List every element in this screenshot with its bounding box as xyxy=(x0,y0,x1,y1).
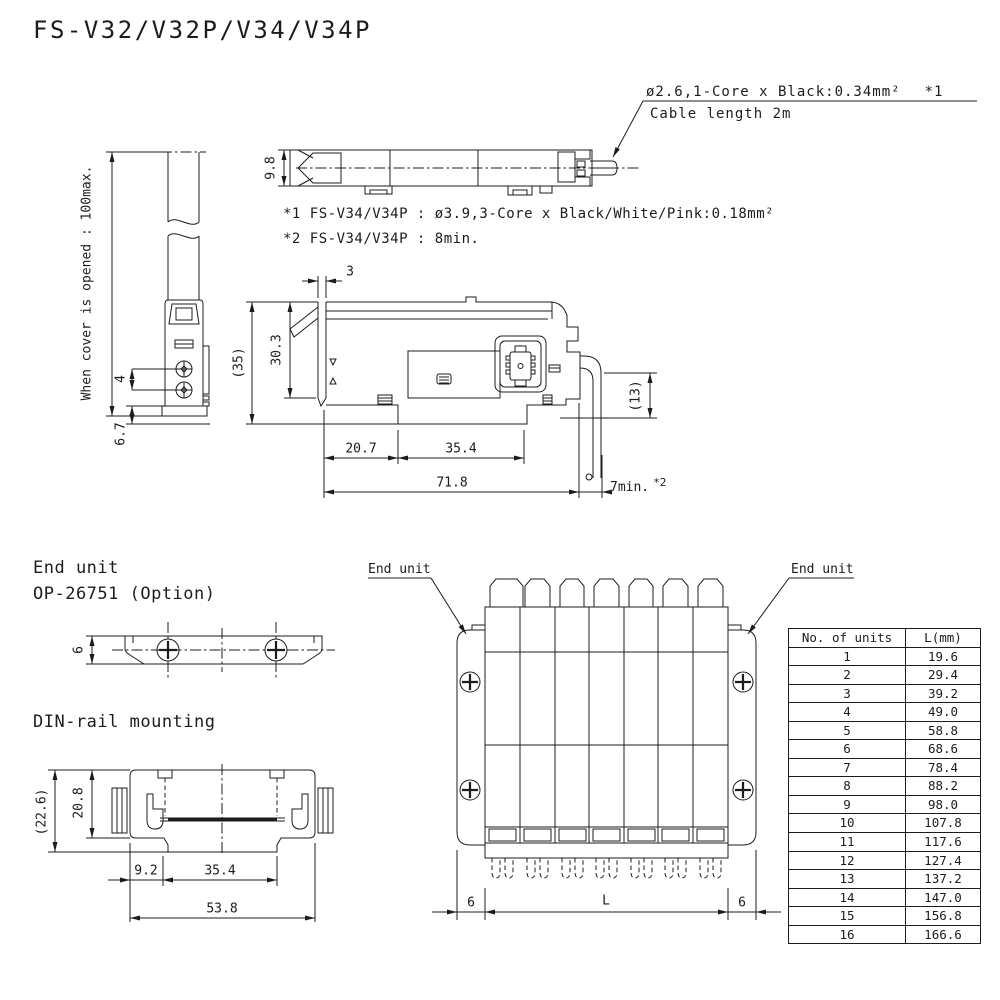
table-row xyxy=(789,703,981,722)
table-row xyxy=(789,907,981,926)
cable-spec-note xyxy=(646,84,943,100)
table-header-length: L(mm) xyxy=(906,629,981,648)
table-row xyxy=(789,647,981,666)
dim-gang-L: L xyxy=(602,893,610,909)
table-cell: 156.8 xyxy=(906,907,981,926)
cable-length-note: Cable length 2m xyxy=(650,106,792,122)
dim-53-8: 53.8 xyxy=(206,901,238,917)
table-cell: 12 xyxy=(789,851,906,870)
end-unit-drawing xyxy=(86,622,335,678)
footnote-1: *1 FS-V34/V34P : ø3.9,3-Core x Black/White/Pink:0.18mm² xyxy=(283,206,775,222)
cable-spec-ref: *1 xyxy=(924,84,944,100)
dim-7min xyxy=(610,476,666,495)
din-rail-drawing xyxy=(48,764,333,922)
open-cover-note: When cover is opened : 100max. xyxy=(79,165,95,401)
dim-9-8: 9.8 xyxy=(263,156,279,180)
dim-din-35-4: 35.4 xyxy=(204,863,236,879)
dim-gang-6-right: 6 xyxy=(738,895,746,911)
table-cell: 39.2 xyxy=(906,684,981,703)
dim-35-4: 35.4 xyxy=(445,441,477,457)
dim-7min-ref: *2 xyxy=(653,476,667,489)
table-cell: 68.6 xyxy=(906,740,981,759)
table-cell: 166.6 xyxy=(906,925,981,944)
table-cell: 137.2 xyxy=(906,870,981,889)
side-view-drawing xyxy=(246,276,657,498)
top-view-drawing xyxy=(278,101,977,195)
table-cell: 49.0 xyxy=(906,703,981,722)
table-row xyxy=(789,684,981,703)
dim-end-unit-6: 6 xyxy=(71,646,87,654)
dim-71-8: 71.8 xyxy=(436,475,468,491)
table-cell: 29.4 xyxy=(906,666,981,685)
table-cell: 1 xyxy=(789,647,906,666)
table-cell: 117.6 xyxy=(906,833,981,852)
dim-20-8: 20.8 xyxy=(71,787,87,819)
table-header-units: No. of units xyxy=(789,629,906,648)
table-row xyxy=(789,851,981,870)
table-cell: 14 xyxy=(789,888,906,907)
table-cell: 147.0 xyxy=(906,888,981,907)
table-row xyxy=(789,721,981,740)
table-cell: 10 xyxy=(789,814,906,833)
dim-13: (13) xyxy=(628,380,644,412)
table-row xyxy=(789,758,981,777)
table-row xyxy=(789,870,981,889)
table-cell: 107.8 xyxy=(906,814,981,833)
table-row xyxy=(789,795,981,814)
table-row xyxy=(789,888,981,907)
table-cell: 58.8 xyxy=(906,721,981,740)
table-cell: 4 xyxy=(789,703,906,722)
table-cell: 6 xyxy=(789,740,906,759)
dim-30-3: 30.3 xyxy=(269,334,285,366)
dim-3: 3 xyxy=(346,264,354,280)
table-row xyxy=(789,814,981,833)
table-cell: 11 xyxy=(789,833,906,852)
table-row xyxy=(789,833,981,852)
table-cell: 8 xyxy=(789,777,906,796)
table-cell: 127.4 xyxy=(906,851,981,870)
end-unit-model: OP-26751 (Option) xyxy=(33,584,216,604)
table-header-row xyxy=(789,629,981,648)
table-cell: 7 xyxy=(789,758,906,777)
dim-4: 4 xyxy=(113,375,129,383)
gang-end-unit-label-left: End unit xyxy=(368,562,431,577)
table-row xyxy=(789,740,981,759)
table-cell: 15 xyxy=(789,907,906,926)
cable-spec-text: ø2.6,1-Core x Black:0.34mm² xyxy=(646,84,901,100)
table-cell: 19.6 xyxy=(906,647,981,666)
front-view-drawing xyxy=(106,152,210,424)
gang-end-unit-label-right: End unit xyxy=(791,562,854,577)
dim-22-6: (22.6) xyxy=(34,788,50,836)
dim-7min-text: 7min. xyxy=(610,480,650,495)
table-cell: 88.2 xyxy=(906,777,981,796)
table-cell: 3 xyxy=(789,684,906,703)
page-title: FS-V32/V32P/V34/V34P xyxy=(33,16,372,44)
table-cell: 9 xyxy=(789,795,906,814)
dim-9-2: 9.2 xyxy=(134,863,158,879)
dim-gang-6-left: 6 xyxy=(467,895,475,911)
end-unit-title: End unit xyxy=(33,558,119,578)
table-cell: 5 xyxy=(789,721,906,740)
table-cell: 2 xyxy=(789,666,906,685)
table-cell: 98.0 xyxy=(906,795,981,814)
dim-20-7: 20.7 xyxy=(345,441,377,457)
footnote-2: *2 FS-V34/V34P : 8min. xyxy=(283,231,480,247)
din-rail-title: DIN-rail mounting xyxy=(33,712,216,732)
dim-6-7: 6.7 xyxy=(113,422,129,446)
table-row xyxy=(789,777,981,796)
table-row xyxy=(789,925,981,944)
dim-35: (35) xyxy=(231,347,247,379)
units-table xyxy=(788,628,981,944)
table-cell: 16 xyxy=(789,925,906,944)
table-cell: 78.4 xyxy=(906,758,981,777)
table-row xyxy=(789,666,981,685)
table-cell: 13 xyxy=(789,870,906,889)
gang-view-drawing xyxy=(368,578,854,920)
